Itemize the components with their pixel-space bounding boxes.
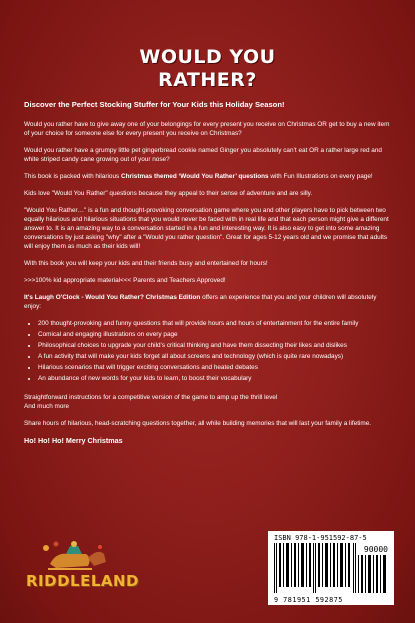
- list-item: • A fun activity that will make your kids forget all about screens and technology (which is quite rare nowadays): [38, 352, 394, 361]
- feature-list: [24, 319, 394, 383]
- price-code: 90000: [363, 545, 388, 554]
- paragraph-4: Kids love "Would You Rather" questions because they appeal to their sense of adventure and are silly.: [24, 190, 313, 197]
- barcode-bars: [274, 543, 356, 593]
- extra-line-2: And much more: [24, 403, 70, 410]
- paragraph-8-bold: It's Laugh O'Clock - Would You Rather? Christmas Edition: [24, 294, 201, 301]
- closing-paragraph: Share hours of hilarious, head-scratching questions together, all while building memories that will last your family a lifetime.: [24, 420, 372, 427]
- sleigh-icon: [26, 538, 126, 574]
- title-line-2: RATHER?: [158, 69, 257, 91]
- merry-christmas: Ho! Ho! Ho! Merry Christmas: [24, 436, 123, 445]
- barcode-digits: 9 781951 592875: [274, 596, 343, 604]
- publisher-name: RIDDLELAND: [26, 572, 140, 590]
- isbn-number: ISBN 978-1-951592-87-5: [274, 534, 367, 542]
- paragraph-3-bold: Christmas themed ‘Would You Rather’ questions: [120, 173, 269, 180]
- paragraph-1: Would you rather have to give away one of your belongings for every present you receive on Christmas OR get to buy a new item of your choice for someone else for every present you receive on Christmas?: [24, 121, 390, 137]
- paragraph-3: [24, 172, 394, 181]
- paragraph-3-c: with Fun Illustrations on every page!: [268, 173, 373, 180]
- barcode: [268, 531, 394, 605]
- title-line-1: WOULD YOU: [139, 46, 276, 68]
- list-item: • 200 thought-provoking and funny questions that will provide hours and hours of entertainment for the entire family: [38, 319, 394, 328]
- list-item: • An abundance of new words for your kids to learn, to boost their vocabulary: [38, 374, 394, 383]
- extra-line-1: Straightforward instructions for a competitive version of the game to amp up the thrill level: [24, 394, 278, 401]
- paragraph-8-rest: offers an experience that you and your children will absolutely enjoy:: [24, 294, 377, 310]
- paragraph-5: "Would You Rather…" is a fun and thought-provoking conversation game where you and other players have to pick between two equally hilarious and hilarious situations that you would never be faced with in real life and that each person might give a different answer to. It is an amazing way to a conversation started in a fun and interesting way. It is also easy to get into some amazing conversations by just asking "why" after a "Would you rather question". Great for ages 5-12 years old and we promise that adults will enjoy them as much as their kids will!: [24, 207, 389, 250]
- extra-lines: [24, 393, 394, 411]
- paragraph-6: With this book you will keep your kids and their friends busy and entertained for hours!: [24, 260, 268, 267]
- description: [24, 100, 394, 453]
- book-title: [0, 46, 415, 92]
- list-item: • Comical and engaging illustrations on every page: [38, 330, 394, 339]
- paragraph-8: [24, 293, 394, 311]
- publisher-logo: [26, 538, 140, 598]
- addon-barcode-bars: [358, 555, 388, 593]
- headline: Discover the Perfect Stocking Stuffer for Your Kids this Holiday Season!: [24, 100, 285, 109]
- paragraph-2: Would you rather have a grumpy little pet gingerbread cookie named Ginger you absolutely can’t eat OR a rather large red and white striped candy cane growing out of your nose?: [24, 147, 382, 163]
- paragraph-7: >>>100% kid appropriate material<<< Parents and Teachers Approved!: [24, 277, 226, 284]
- list-item: • Hilarious scenarios that will trigger exciting conversations and heated debates: [38, 363, 394, 372]
- paragraph-3-a: This book is packed with hilarious: [24, 173, 121, 180]
- list-item: • Philosophical choices to upgrade your child’s critical thinking and have them dissecting their likes and dislikes: [38, 341, 394, 350]
